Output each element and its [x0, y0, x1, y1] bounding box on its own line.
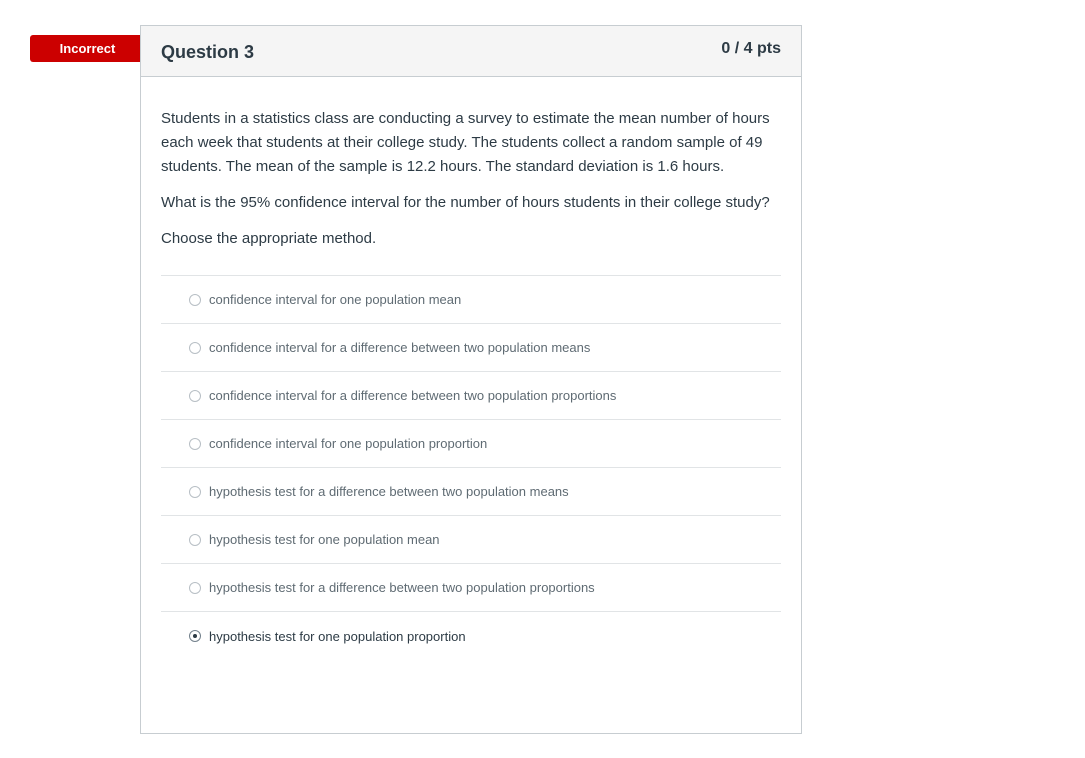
radio-button[interactable]: [189, 390, 201, 402]
answer-option-selected[interactable]: [161, 612, 781, 660]
radio-button[interactable]: [189, 582, 201, 594]
answer-label: hypothesis test for a difference between two population means: [209, 484, 569, 499]
answer-label: hypothesis test for one population mean: [209, 532, 440, 547]
question-text: [161, 107, 781, 251]
radio-button[interactable]: [189, 438, 201, 450]
answer-option[interactable]: [161, 564, 781, 612]
answer-label: hypothesis test for one population proportion: [209, 628, 466, 644]
answer-option[interactable]: [161, 468, 781, 516]
radio-button-selected[interactable]: [189, 630, 201, 642]
radio-button[interactable]: [189, 294, 201, 306]
answer-label: confidence interval for one population proportion: [209, 436, 488, 451]
answer-label: hypothesis test for a difference between two population proportions: [209, 580, 595, 595]
radio-button[interactable]: [189, 486, 201, 498]
question-paragraph: Choose the appropriate method.: [161, 230, 377, 247]
incorrect-flag: [30, 35, 147, 62]
question-body: [141, 77, 801, 660]
radio-button[interactable]: [189, 534, 201, 546]
answer-label: confidence interval for a difference between two population means: [209, 340, 591, 355]
answer-label: confidence interval for a difference between two population proportions: [209, 388, 617, 403]
question-paragraph: Students in a statistics class are conducting a survey to estimate the mean number of hours each week that students at their college study. The students collect a random sample of 49 students. The mean of the sample is 12.2 hours. The standard deviation is 1.6 hours.: [161, 110, 770, 175]
answer-option[interactable]: [161, 516, 781, 564]
answer-option[interactable]: [161, 324, 781, 372]
answer-label: confidence interval for one population mean: [209, 292, 462, 307]
radio-button[interactable]: [189, 342, 201, 354]
incorrect-flag-label: Incorrect: [59, 41, 116, 56]
question-paragraph: What is the 95% confidence interval for the number of hours students in their college study?: [161, 194, 770, 211]
answer-list: [161, 275, 781, 660]
question-title: Question 3: [161, 42, 255, 62]
answer-option[interactable]: [161, 276, 781, 324]
question-header: [141, 26, 801, 77]
answer-option[interactable]: [161, 372, 781, 420]
question-card: [140, 25, 802, 734]
question-points: 0 / 4 pts: [721, 40, 781, 57]
answer-option[interactable]: [161, 420, 781, 468]
